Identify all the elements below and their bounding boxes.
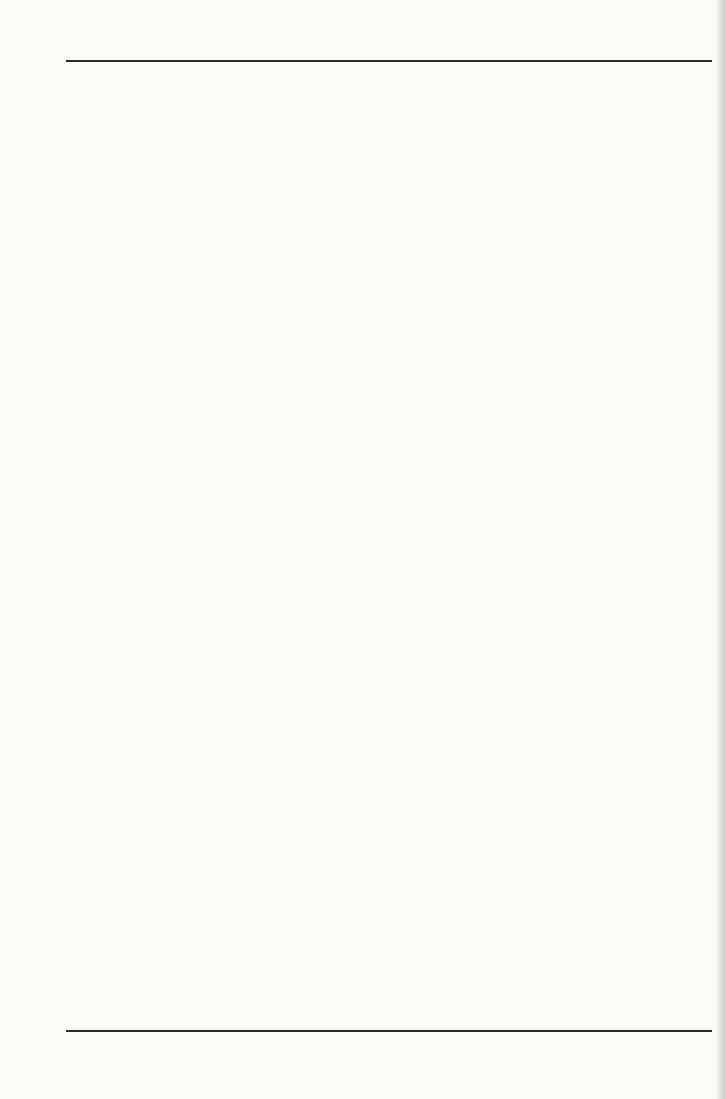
footnote-rule — [66, 1030, 712, 1032]
header-rule — [66, 60, 712, 62]
page-header — [66, 38, 712, 58]
page-edge-shadow — [715, 0, 725, 1099]
